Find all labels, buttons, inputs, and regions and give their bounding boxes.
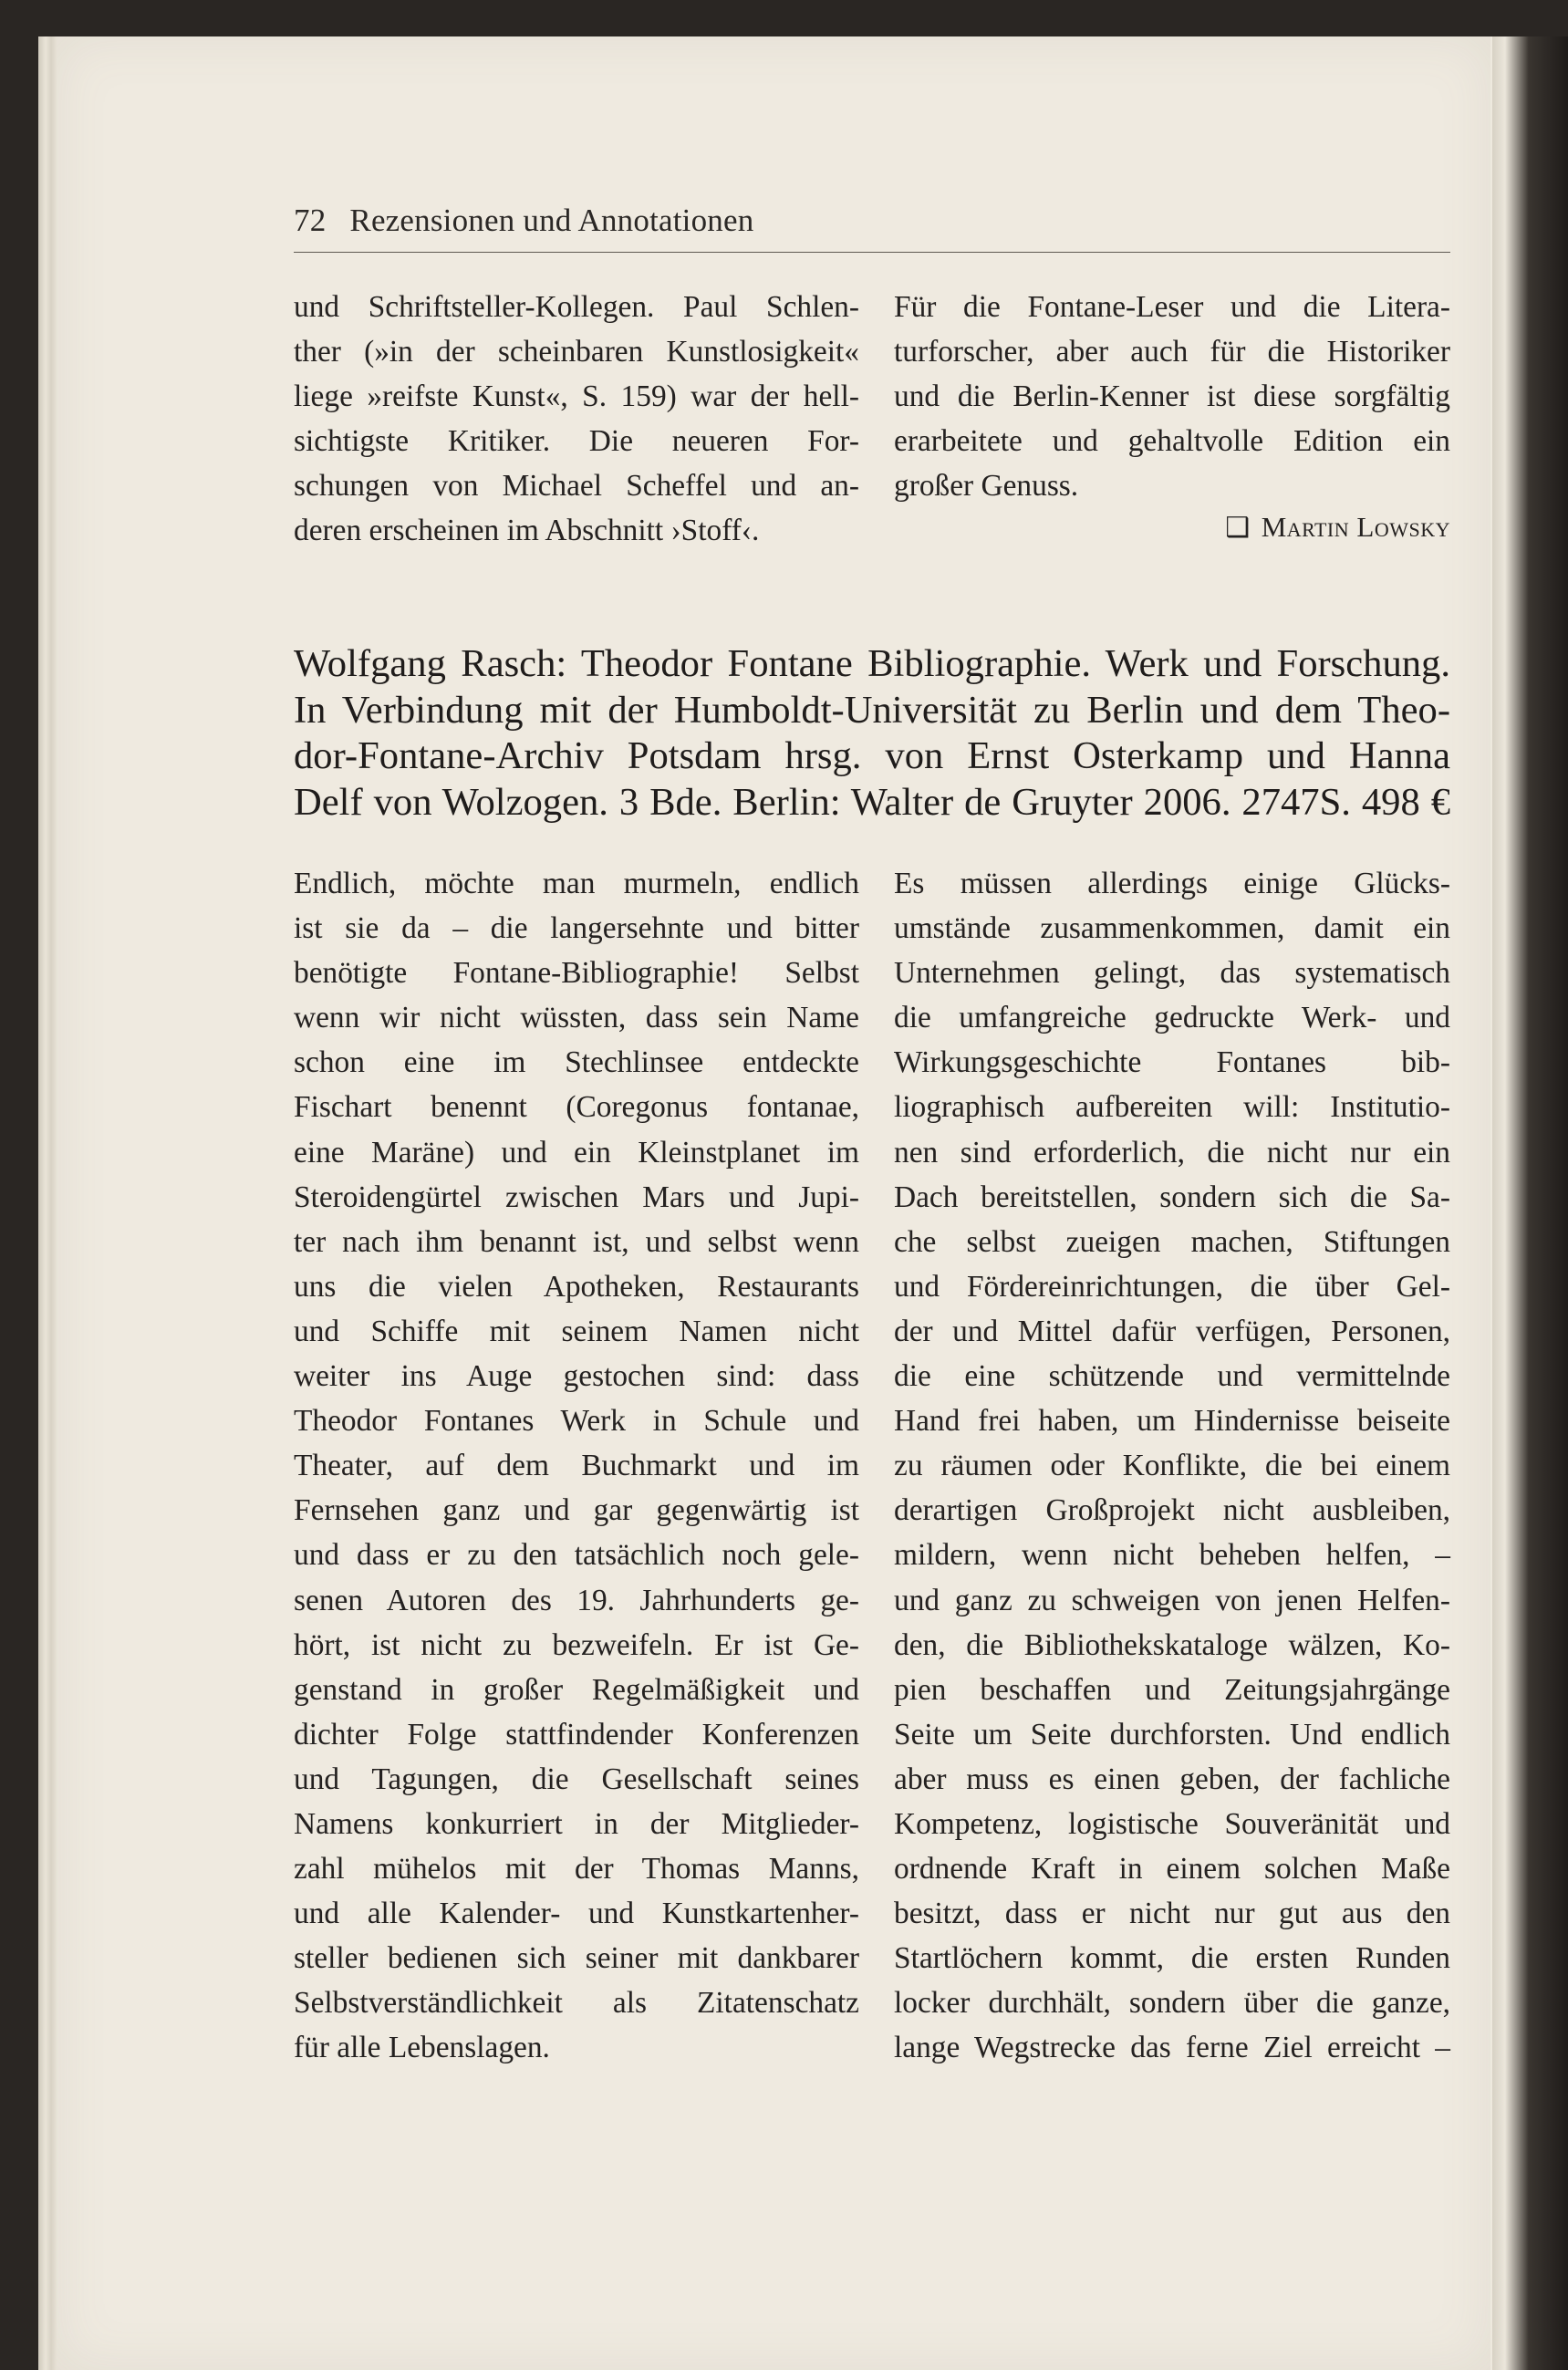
text-line: schungen von Michael Scheffel und an- <box>294 469 859 504</box>
text-line: zahl mühelos mit der Thomas Manns, <box>294 1852 859 1887</box>
text-line: für alle Lebenslagen. <box>294 2031 550 2065</box>
text-line: Seite um Seite durchforsten. Und endlich <box>894 1717 1450 1752</box>
text-line: Für die Fontane-Leser und die Litera- <box>894 290 1450 324</box>
running-header <box>294 203 1450 253</box>
text-line: und Schriftsteller-Kollegen. Paul Schlen- <box>294 290 859 324</box>
text-line: liographisch aufbereiten will: Institutio- <box>894 1090 1450 1125</box>
text-line: ist sie da – die langersehnte und bitter <box>294 911 859 946</box>
text-line: Dach bereitstellen, sondern sich die Sa- <box>894 1180 1450 1214</box>
text-line: und die Berlin-Kenner ist diese sorgfältig <box>894 379 1450 414</box>
text-line: deren erscheinen im Abschnitt ›Stoff‹. <box>294 514 760 548</box>
text-line: erarbeitete und gehaltvolle Edition ein <box>894 424 1450 459</box>
text-line: locker durchhält, sondern über die ganze, <box>894 1986 1450 2021</box>
text-line: Theater, auf dem Buchmarkt und im <box>294 1449 859 1483</box>
text-line: ordnende Kraft in einem solchen Maße <box>894 1852 1450 1887</box>
review-body-right-column <box>894 861 1450 2071</box>
text-line: schon eine im Stechlinsee entdeckte <box>294 1045 859 1080</box>
text-line: sichtigste Kritiker. Die neueren For- <box>294 424 859 459</box>
text-line: die umfangreiche gedruckte Werk- und <box>894 1001 1450 1035</box>
text-line: turforscher, aber auch für die Historiker <box>894 335 1450 369</box>
text-line: und Tagungen, die Gesellschaft seines <box>294 1762 859 1796</box>
text-line: eine Maräne) und ein Kleinstplanet im <box>294 1135 859 1169</box>
text-line: liege »reifste Kunst«, S. 159) war der hell- <box>294 379 859 414</box>
reviewer-signature <box>894 511 1450 544</box>
text-line: Fernsehen ganz und gar gegenwärtig ist <box>294 1493 859 1528</box>
text-line: Endlich, möchte man murmeln, endlich <box>294 867 859 900</box>
text-line: weiter ins Auge gestochen sind: dass <box>294 1359 859 1394</box>
previous-review-left-column <box>294 285 859 554</box>
text-line: Hand frei haben, um Hindernisse beiseite <box>894 1404 1450 1439</box>
text-line: steller bedienen sich seiner mit dankbarer <box>294 1941 859 1976</box>
text-line: ther (»in der scheinbaren Kunstlosigkeit« <box>294 335 859 369</box>
review-title <box>294 641 1450 826</box>
text-line: Wolfgang Rasch: Theodor Fontane Bibliographie. Werk und Forschung. <box>294 642 1450 685</box>
review-body-left-column <box>294 861 859 2071</box>
reviewer-name: Martin Lowsky <box>1261 511 1450 543</box>
text-line: dor-Fontane-Archiv Potsdam hrsg. von Ernst Osterkamp und Hanna <box>294 734 1450 777</box>
text-line: Unternehmen gelingt, das systematisch <box>894 956 1450 991</box>
text-line: ter nach ihm benannt ist, und selbst wenn <box>294 1224 859 1259</box>
text-line: den, die Bibliothekskataloge wälzen, Ko- <box>894 1627 1450 1662</box>
text-line: und dass er zu den tatsächlich noch gele- <box>294 1538 859 1573</box>
text-line: Kompetenz, logistische Souveränität und <box>894 1806 1450 1841</box>
text-line: dichter Folge stattfindender Konferenzen <box>294 1717 859 1752</box>
text-line: hört, ist nicht zu bezweifeln. Er ist Ge- <box>294 1627 859 1662</box>
text-line: Selbstverständlichkeit als Zitatenschatz <box>294 1986 859 2021</box>
text-line: und alle Kalender- und Kunstkartenher- <box>294 1897 859 1931</box>
text-line: wenn wir nicht wüssten, dass sein Name <box>294 1001 859 1035</box>
text-line: aber muss es einen geben, der fachliche <box>894 1762 1450 1796</box>
text-line: pien beschaffen und Zeitungsjahrgänge <box>894 1672 1450 1707</box>
text-line: che selbst zueigen machen, Stiftungen <box>894 1224 1450 1259</box>
text-line: uns die vielen Apotheken, Restaurants <box>294 1269 859 1304</box>
text-line: In Verbindung mit der Humboldt-Universität zu Berlin und dem Theo- <box>294 688 1450 732</box>
text-line: und ganz zu schweigen von jenen Helfen- <box>894 1583 1450 1617</box>
text-line: Startlöchern kommt, die ersten Runden <box>894 1941 1450 1976</box>
text-line: und Schiffe mit seinem Namen nicht <box>294 1314 859 1348</box>
text-line: Fischart benennt (Coregonus fontanae, <box>294 1090 859 1125</box>
previous-review-right-column <box>894 285 1450 508</box>
text-line: mildern, wenn nicht beheben helfen, – <box>894 1538 1450 1573</box>
text-line: zu räumen oder Konflikte, die bei einem <box>894 1449 1450 1483</box>
text-line: derartigen Großprojekt nicht ausbleiben, <box>894 1493 1450 1528</box>
text-line: Steroidengürtel zwischen Mars und Jupi- <box>294 1180 859 1214</box>
signature-marker-icon: ❑ <box>1225 513 1251 543</box>
text-line: Namens konkurriert in der Mitglieder- <box>294 1806 859 1841</box>
text-line: Delf von Wolzogen. 3 Bde. Berlin: Walter de Gruyter 2006. 2747S. 498 € <box>294 780 1450 824</box>
text-line: nen sind erforderlich, die nicht nur ein <box>894 1135 1450 1169</box>
running-title: Rezensionen und Annotationen <box>349 203 754 238</box>
text-line: besitzt, dass er nicht nur gut aus den <box>894 1897 1450 1931</box>
text-line: Es müssen allerdings einige Glücks- <box>894 867 1450 900</box>
text-line: Theodor Fontanes Werk in Schule und <box>294 1404 859 1439</box>
text-line: die eine schützende und vermittelnde <box>894 1359 1450 1394</box>
text-line: umstände zusammenkommen, damit ein <box>894 911 1450 946</box>
text-line: genstand in großer Regelmäßigkeit und <box>294 1672 859 1707</box>
text-line: benötigte Fontane-Bibliographie! Selbst <box>294 956 859 991</box>
text-line: großer Genuss. <box>894 469 1079 504</box>
text-line: lange Wegstrecke das ferne Ziel erreicht – <box>894 2031 1450 2065</box>
text-line: senen Autoren des 19. Jahrhunderts ge- <box>294 1583 859 1617</box>
page-number: 72 <box>294 203 327 238</box>
book-spine <box>1492 36 1568 2370</box>
text-line: und Fördereinrichtungen, die über Gel- <box>894 1269 1450 1304</box>
text-line: Wirkungsgeschichte Fontanes bib- <box>894 1045 1450 1080</box>
text-line: der und Mittel dafür verfügen, Personen, <box>894 1314 1450 1348</box>
